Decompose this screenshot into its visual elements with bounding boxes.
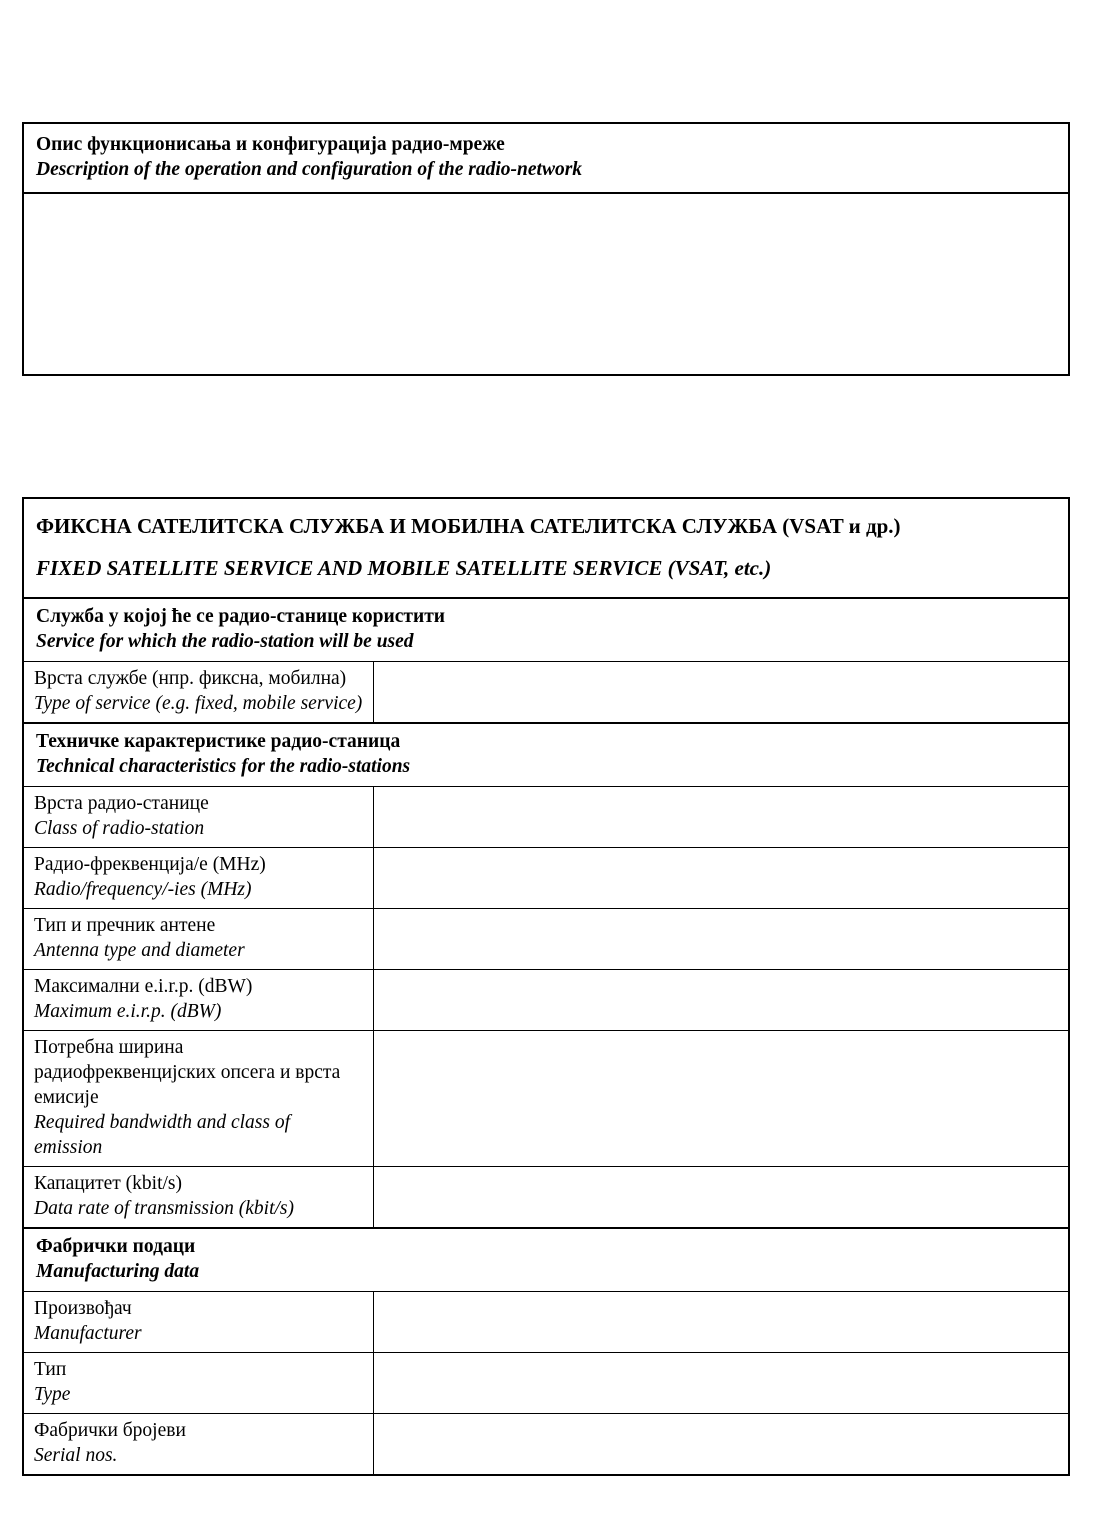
table-row — [23, 1353, 1069, 1414]
section-header-service — [23, 598, 1069, 662]
field-label-manufacturer — [23, 1292, 373, 1353]
field-label-en: Serial nos. — [34, 1445, 118, 1466]
section-header-technical — [23, 723, 1069, 787]
description-title-en: Description of the operation and configuration of the radio-network — [36, 159, 583, 180]
table-row — [23, 1414, 1069, 1476]
field-label-maximum-eirp — [23, 970, 373, 1031]
table-row — [23, 787, 1069, 848]
field-label-en: Required bandwidth and class of emission — [34, 1112, 291, 1158]
field-label-serial-nos — [23, 1414, 373, 1476]
field-label-sr: Тип — [34, 1359, 67, 1380]
field-label-type-of-service — [23, 662, 373, 724]
table-row — [23, 1167, 1069, 1229]
field-label-en: Maximum e.i.r.p. (dBW) — [34, 1001, 222, 1022]
section-title-sr: Фабрички подаци — [36, 1236, 196, 1257]
section-header-cell — [23, 598, 1069, 662]
field-label-sr: Врста радио-станице — [34, 793, 209, 814]
field-label-antenna-type-diameter — [23, 909, 373, 970]
form-title-en: FIXED SATELLITE SERVICE AND MOBILE SATELLITE SERVICE (VSAT, etc.) — [36, 556, 772, 580]
section-title-sr: Техничке карактеристике радио-станица — [36, 731, 401, 752]
field-label-sr: Тип и пречник антене — [34, 915, 216, 936]
section-title-en: Technical characteristics for the radio-stations — [36, 756, 411, 777]
section-title-sr: Служба у којој ће се радио-станице користити — [36, 606, 446, 627]
field-label-en: Manufacturer — [34, 1323, 142, 1344]
form-title-row — [23, 498, 1069, 598]
field-label-sr: Максимални e.i.r.p. (dBW) — [34, 976, 253, 997]
field-label-sr: Радио-фреквенција/е (MHz) — [34, 854, 266, 875]
section-header-manufacturing — [23, 1228, 1069, 1292]
description-block — [22, 122, 1070, 376]
section-title-en: Manufacturing data — [36, 1261, 200, 1282]
field-value-manufacturer[interactable] — [373, 1292, 1069, 1353]
section-header-cell — [23, 1228, 1069, 1292]
field-label-sr: Врста службе (нпр. фиксна, мобилна) — [34, 668, 347, 689]
table-row — [23, 1031, 1069, 1167]
table-row — [23, 1292, 1069, 1353]
description-title-sr: Опис функционисања и конфигурација радио-мреже — [36, 134, 505, 155]
field-label-sr: Произвођач — [34, 1298, 132, 1319]
field-label-en: Radio/frequency/-ies (MHz) — [34, 879, 252, 900]
field-value-serial-nos[interactable] — [373, 1414, 1069, 1476]
field-label-en: Data rate of transmission (kbit/s) — [34, 1198, 295, 1219]
field-label-en: Type — [34, 1384, 71, 1405]
field-label-data-rate — [23, 1167, 373, 1229]
form-title-sr: ФИКСНА САТЕЛИТСКА СЛУЖБА И МОБИЛНА САТЕЛИТСКА СЛУЖБА (VSAT и др.) — [36, 514, 901, 538]
form-title-cell — [23, 498, 1069, 598]
description-input-area[interactable] — [24, 194, 1068, 374]
field-label-type — [23, 1353, 373, 1414]
field-label-required-bandwidth — [23, 1031, 373, 1167]
field-label-class-of-radio-station — [23, 787, 373, 848]
field-value-antenna-type-diameter[interactable] — [373, 909, 1069, 970]
table-row — [23, 662, 1069, 724]
table-row — [23, 909, 1069, 970]
field-value-data-rate[interactable] — [373, 1167, 1069, 1229]
field-value-class-of-radio-station[interactable] — [373, 787, 1069, 848]
field-label-sr: Потребна ширина радиофреквенцијских опсега и врста емисије — [34, 1037, 341, 1108]
field-label-radio-frequencies — [23, 848, 373, 909]
description-header — [24, 124, 1068, 194]
field-value-maximum-eirp[interactable] — [373, 970, 1069, 1031]
field-value-type-of-service[interactable] — [373, 662, 1069, 724]
satellite-service-table — [22, 497, 1070, 1476]
field-label-sr: Капацитет (kbit/s) — [34, 1173, 183, 1194]
section-title-en: Service for which the radio-station will be used — [36, 631, 414, 652]
field-label-en: Antenna type and diameter — [34, 940, 245, 961]
field-label-en: Type of service (e.g. fixed, mobile service) — [34, 693, 363, 714]
field-value-type[interactable] — [373, 1353, 1069, 1414]
section-header-cell — [23, 723, 1069, 787]
field-value-radio-frequencies[interactable] — [373, 848, 1069, 909]
field-label-sr: Фабрички бројеви — [34, 1420, 186, 1441]
field-label-en: Class of radio-station — [34, 818, 205, 839]
table-row — [23, 848, 1069, 909]
table-row — [23, 970, 1069, 1031]
field-value-required-bandwidth[interactable] — [373, 1031, 1069, 1167]
